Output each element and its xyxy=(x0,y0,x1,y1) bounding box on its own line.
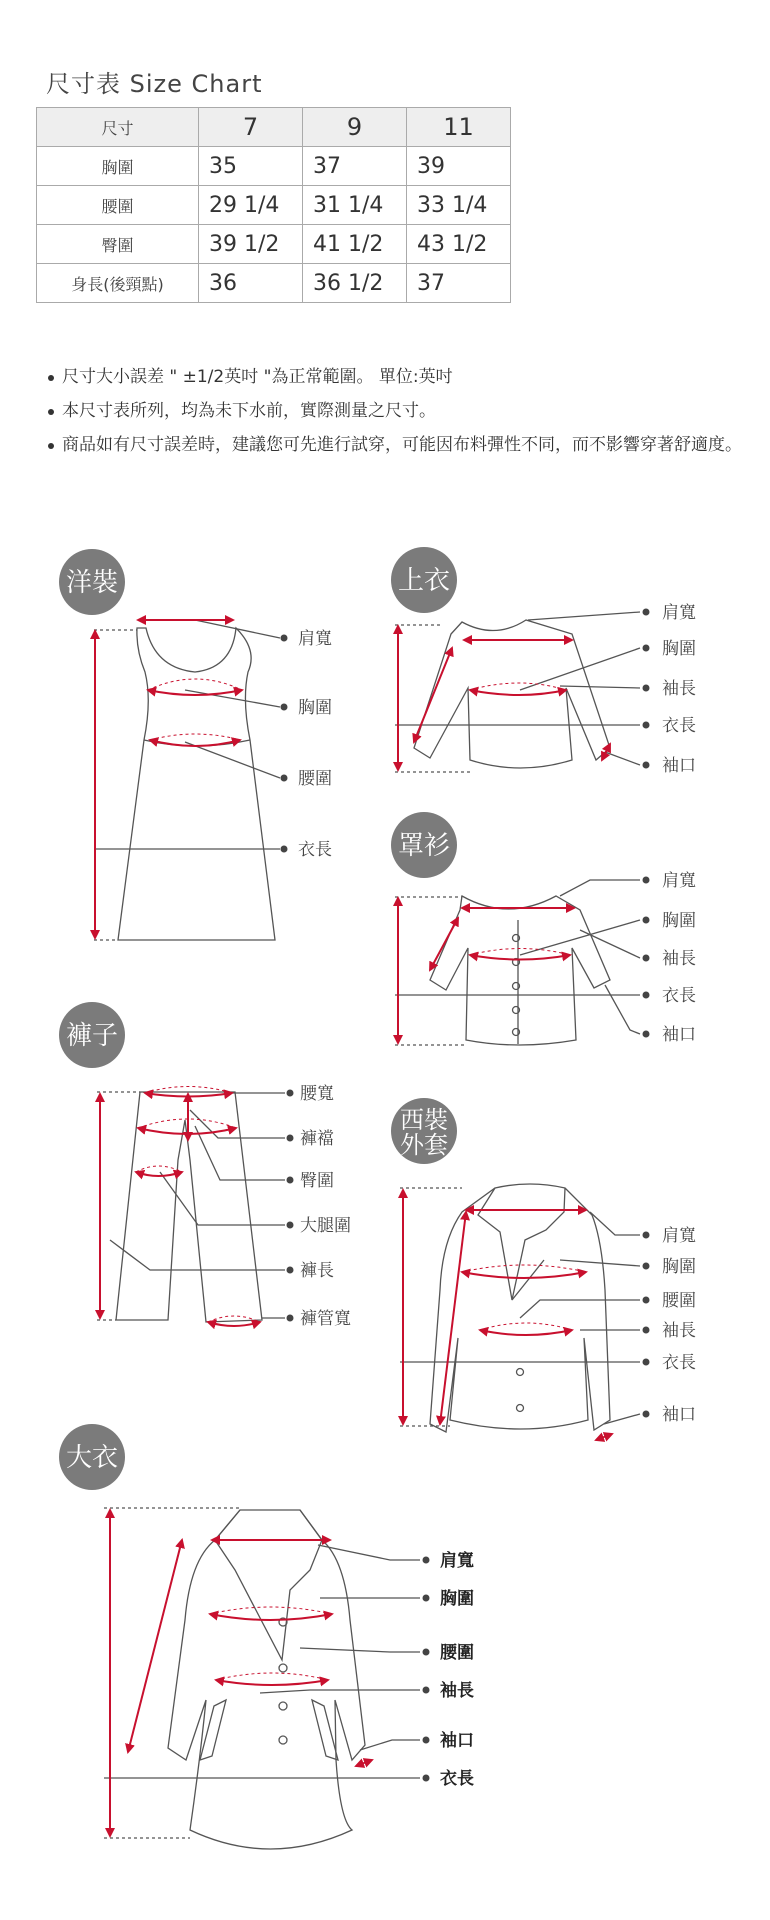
badge-jacket-line2: 外套 xyxy=(400,1131,448,1159)
row-label: 腰圍 xyxy=(37,186,199,225)
jacket-label: 袖口 xyxy=(662,1405,696,1425)
jacket-label: 腰圍 xyxy=(662,1291,696,1311)
badge-jacket-line1: 西裝 xyxy=(400,1106,448,1134)
row-label: 胸圍 xyxy=(37,147,199,186)
table-cell: 43 1/2 xyxy=(407,225,511,264)
dress-label: 腰圍 xyxy=(298,769,332,789)
top-label: 衣長 xyxy=(662,716,696,736)
pants-label: 褲長 xyxy=(300,1261,334,1281)
row-label: 身長(後頸點) xyxy=(37,264,199,303)
table-cell: 29 1/4 xyxy=(199,186,303,225)
badge-coat: 大衣 xyxy=(65,1443,119,1473)
top-label: 袖口 xyxy=(662,756,696,776)
header-label: 尺寸 xyxy=(37,108,199,147)
note-item: 尺寸大小誤差 " ±1/2英吋 "為正常範圍。 單位:英吋 xyxy=(46,365,746,389)
top-label: 胸圍 xyxy=(662,639,696,659)
top-label: 肩寬 xyxy=(662,603,696,623)
badge-dress: 洋裝 xyxy=(65,568,119,598)
jacket-label: 肩寬 xyxy=(662,1226,696,1246)
pants-label: 褲管寬 xyxy=(300,1309,351,1329)
row-label: 臀圍 xyxy=(37,225,199,264)
badge-pants: 褲子 xyxy=(65,1021,119,1051)
dress-label: 胸圍 xyxy=(298,698,332,718)
blouse-label: 袖長 xyxy=(662,949,696,969)
note-item: 本尺寸表所列，均為未下水前，實際測量之尺寸。 xyxy=(46,399,746,423)
badge-top: 上衣 xyxy=(397,566,451,596)
dress-label: 衣長 xyxy=(298,840,332,860)
jacket-label: 衣長 xyxy=(662,1353,696,1373)
table-cell: 36 1/2 xyxy=(303,264,407,303)
table-cell: 35 xyxy=(199,147,303,186)
table-cell: 37 xyxy=(303,147,407,186)
table-cell: 39 1/2 xyxy=(199,225,303,264)
table-cell: 33 1/4 xyxy=(407,186,511,225)
coat-label: 胸圍 xyxy=(440,1589,474,1609)
coat-label: 袖口 xyxy=(440,1731,474,1751)
blouse-label: 衣長 xyxy=(662,986,696,1006)
pants-label: 臀圍 xyxy=(300,1171,334,1191)
coat-label: 衣長 xyxy=(440,1769,474,1789)
jacket-label: 胸圍 xyxy=(662,1257,696,1277)
pants-label: 大腿圍 xyxy=(300,1216,351,1236)
size-header: 11 xyxy=(407,108,511,147)
size-header: 7 xyxy=(199,108,303,147)
size-header: 9 xyxy=(303,108,407,147)
note-item: 商品如有尺寸誤差時，建議您可先進行試穿，可能因布料彈性不同，而不影響穿著舒適度。 xyxy=(46,433,746,457)
coat-diagram xyxy=(59,1424,420,1849)
dress-diagram xyxy=(59,549,280,940)
coat-label: 袖長 xyxy=(440,1681,474,1701)
table-cell: 37 xyxy=(407,264,511,303)
coat-label: 腰圍 xyxy=(440,1643,474,1663)
blouse-label: 肩寬 xyxy=(662,871,696,891)
table-cell: 41 1/2 xyxy=(303,225,407,264)
table-cell: 31 1/4 xyxy=(303,186,407,225)
table-cell: 36 xyxy=(199,264,303,303)
blouse-label: 袖口 xyxy=(662,1025,696,1045)
badge-blouse: 罩衫 xyxy=(397,831,451,861)
top-label: 袖長 xyxy=(662,679,696,699)
pants-label: 腰寬 xyxy=(300,1084,334,1104)
table-cell: 39 xyxy=(407,147,511,186)
page-title: 尺寸表 Size Chart xyxy=(46,70,263,98)
coat-label: 肩寬 xyxy=(440,1551,474,1571)
jacket-label: 袖長 xyxy=(662,1321,696,1341)
pants-label: 褲襠 xyxy=(300,1129,334,1149)
dress-label: 肩寬 xyxy=(298,629,332,649)
blouse-label: 胸圍 xyxy=(662,911,696,931)
